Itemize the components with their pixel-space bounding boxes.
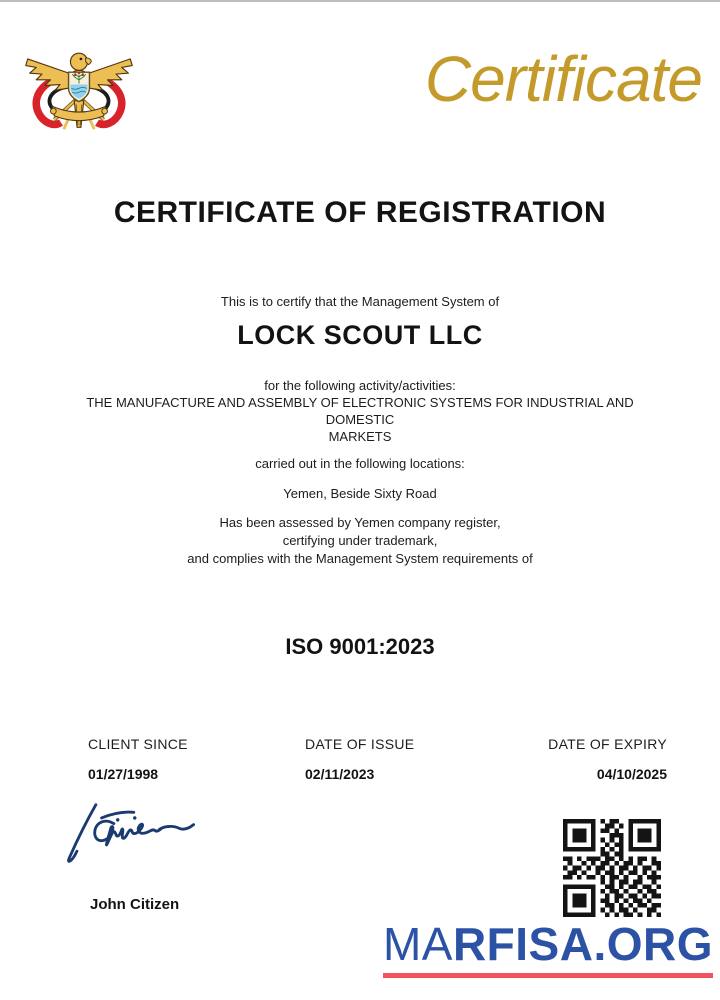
activity-description bbox=[0, 394, 720, 445]
site-name-light: MA bbox=[382, 918, 453, 970]
top-border bbox=[0, 0, 720, 2]
activity-line: MARKETS bbox=[328, 429, 392, 444]
assessment-line: certifying under trademark, bbox=[282, 533, 438, 548]
assessment-line: Has been assessed by Yemen company register, bbox=[219, 515, 501, 530]
date-of-expiry-block bbox=[548, 736, 667, 782]
activity-line: DOMESTIC bbox=[325, 412, 395, 427]
client-since-block bbox=[88, 736, 188, 782]
activity-line: THE MANUFACTURE AND ASSEMBLY OF ELECTRONIC SYSTEMS FOR INDUSTRIAL AND bbox=[86, 395, 634, 410]
location-line: Yemen, Beside Sixty Road bbox=[283, 486, 437, 501]
client-since-value: 01/27/1998 bbox=[88, 766, 159, 782]
page-title: CERTIFICATE OF REGISTRATION bbox=[113, 196, 607, 229]
date-of-issue-label: DATE OF ISSUE bbox=[305, 736, 415, 752]
qr-code-icon bbox=[563, 819, 661, 917]
locations-intro: carried out in the following locations: bbox=[255, 456, 465, 471]
site-underline bbox=[383, 973, 713, 978]
client-since-label: CLIENT SINCE bbox=[88, 736, 188, 752]
site-name bbox=[382, 918, 713, 970]
certificate-script-title: Certificate bbox=[424, 43, 702, 115]
date-of-expiry-value: 04/10/2025 bbox=[596, 766, 667, 782]
company-name: LOCK SCOUT LLC bbox=[237, 320, 483, 350]
activity-intro: for the following activity/activities: bbox=[264, 378, 456, 393]
yemen-coat-of-arms-icon bbox=[22, 44, 136, 146]
signatory-name: John Citizen bbox=[90, 896, 180, 913]
date-of-expiry-label: DATE OF EXPIRY bbox=[548, 736, 667, 752]
site-banner[interactable] bbox=[382, 918, 713, 978]
site-name-bold: RFISA.ORG bbox=[452, 918, 713, 970]
date-of-issue-block bbox=[305, 736, 414, 782]
date-of-issue-value: 02/11/2023 bbox=[305, 766, 375, 782]
standard-name: ISO 9001:2023 bbox=[285, 634, 435, 659]
signature bbox=[56, 799, 224, 873]
assessment-statement bbox=[0, 514, 720, 568]
certify-line: This is to certify that the Management System of bbox=[220, 294, 500, 309]
assessment-line: and complies with the Management System requirements of bbox=[187, 551, 533, 566]
